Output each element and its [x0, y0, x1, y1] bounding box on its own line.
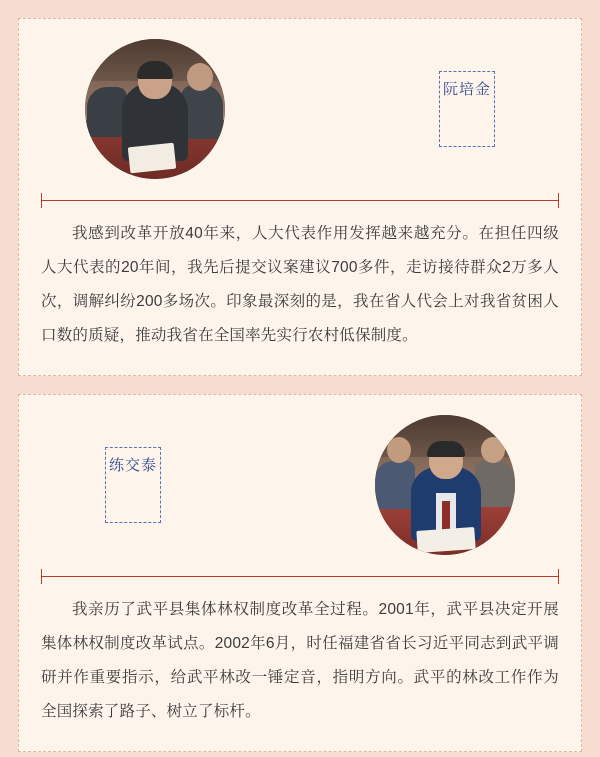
- divider-tick-left: [41, 569, 42, 584]
- divider-tick-right: [558, 569, 559, 584]
- photo-person-main-hair: [427, 441, 465, 457]
- photo-person-main-tie: [442, 501, 450, 531]
- speaker-name-badge-2: 练交泰: [105, 447, 161, 523]
- speaker-name-badge-1: 阮培金: [439, 71, 495, 147]
- quote-paragraph-2: 我亲历了武平县集体林权制度改革全过程。2001年，武平县决定开展集体林权制度改革试点。2002年6月，时任福建省省长习近平同志到武平调研并作重要指示，给武平林改一锤定音，指明方向。武平的林改工作作为全国探索了路子、树立了标杆。: [41, 601, 559, 720]
- card-header-1: [41, 35, 559, 183]
- photo-person-left-head: [387, 437, 411, 463]
- divider-1: [41, 193, 559, 207]
- photo-person-left: [375, 461, 415, 509]
- photo-document: [416, 527, 475, 553]
- card-header-2: [41, 411, 559, 559]
- portrait-photo-ruan-peijin: [85, 39, 225, 179]
- photo-person-right-head: [187, 63, 213, 91]
- photo-person-left: [87, 87, 127, 137]
- divider-line: [41, 200, 559, 201]
- photo-background: [85, 39, 225, 179]
- portrait-photo-lian-jiaotai: [375, 415, 515, 555]
- divider-line: [41, 576, 559, 577]
- photo-background: [375, 415, 515, 555]
- divider-tick-right: [558, 193, 559, 208]
- testimonial-card-1: [18, 18, 582, 376]
- testimonial-card-2: [18, 394, 582, 752]
- photo-person-right: [475, 461, 515, 507]
- divider-2: [41, 569, 559, 583]
- divider-tick-left: [41, 193, 42, 208]
- photo-person-right-head: [481, 437, 505, 463]
- quote-paragraph-1: 我感到改革开放40年来，人大代表作用发挥越来越充分。在担任四级人大代表的20年间，我先后提交议案建议700多件，走访接待群众2万多人次，调解纠纷200多场次。印象最深刻的是，我在省人代会上对我省贫困人口数的质疑，推动我省在全国率先实行农村低保制度。: [41, 225, 559, 344]
- photo-document: [128, 143, 176, 174]
